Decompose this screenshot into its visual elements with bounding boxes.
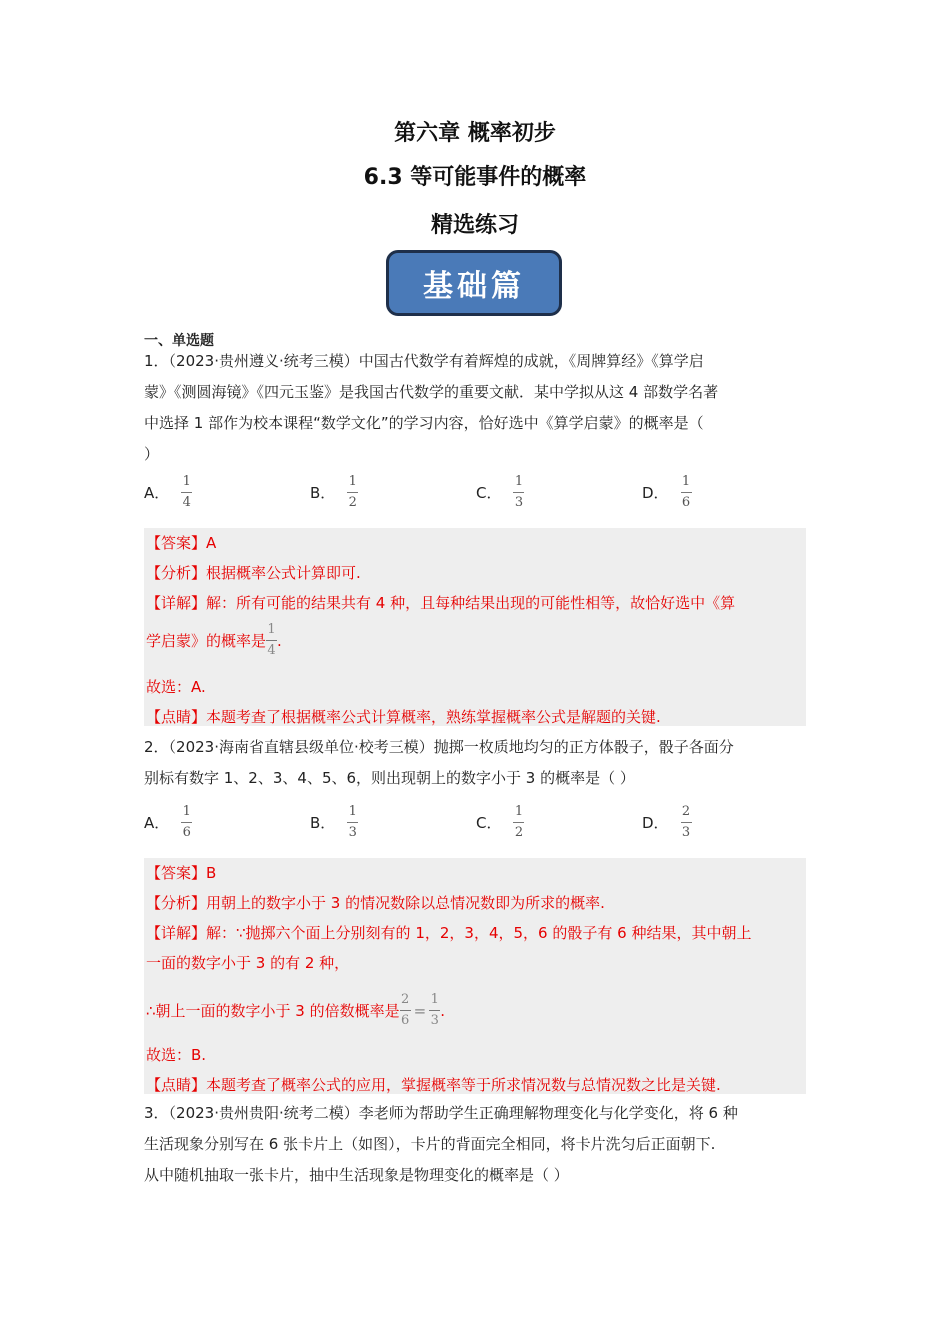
option-label: A． <box>144 814 170 832</box>
option-d[interactable] <box>642 474 692 511</box>
numerator: 1 <box>348 474 357 489</box>
detail-line-3 <box>146 992 445 1029</box>
numerator: 1 <box>267 622 276 637</box>
question-2 <box>144 732 806 794</box>
option-b[interactable] <box>310 804 358 841</box>
question-1-line-1 <box>144 346 806 377</box>
question-type-heading: 一、单选题 <box>144 333 214 349</box>
detail-line-1 <box>146 592 735 613</box>
denominator: 3 <box>514 495 524 510</box>
fraction <box>347 474 358 511</box>
detail-line-2 <box>146 622 282 659</box>
question-text: （2023·贵州贵阳·统考二模）李老师为帮助学生正确理解物理变化与化学变化，将 6 种 <box>168 1104 738 1122</box>
option-label: D． <box>642 484 669 502</box>
fraction <box>400 992 411 1029</box>
question-text: （2023·贵州遵义·统考三模）中国古代数学有着辉煌的成就，《周牌算经》《算学启 <box>168 352 704 370</box>
fraction <box>513 474 524 511</box>
denominator: 3 <box>348 825 357 840</box>
fraction <box>347 804 358 841</box>
detail-line-1 <box>146 922 751 943</box>
option-a[interactable] <box>144 804 192 841</box>
question-3-line-2: 生活现象分别写在 6 张卡片上（如图），卡片的背面完全相同，将卡片洗匀后正面朝下. <box>144 1135 716 1153</box>
question-text: （2023·海南省直辖县级单位·校考三模）抛掷一枚质地均匀的正方体骰子，骰子各面分 <box>168 738 734 756</box>
question-2-line-2: 别标有数字 1、2、3、4、5、6，则出现朝上的数字小于 3 的概率是（ ） <box>144 769 635 787</box>
denominator: 6 <box>681 495 691 510</box>
answer-tag: 【答案】 <box>146 864 207 882</box>
detail-text: 解：∵抛掷六个面上分别刻有的 1，2，3，4，5，6 的骰子有 6 种结果，其中朝上 <box>206 924 752 942</box>
comment-text: 本题考查了概率公式的应用，掌握概率等于所求情况数与总情况数之比是关键. <box>206 1076 721 1094</box>
fraction <box>681 804 692 841</box>
fraction <box>181 804 192 841</box>
choice-line: 故选：A. <box>146 678 206 696</box>
denominator: 6 <box>400 1013 410 1028</box>
numerator: 2 <box>400 992 410 1007</box>
section-title: 6.3 等可能事件的概率 <box>363 165 587 190</box>
question-1 <box>144 346 806 470</box>
comment-line <box>146 706 661 727</box>
option-label: D． <box>642 814 669 832</box>
detail-end: . <box>440 1001 445 1020</box>
comment-line <box>146 1074 721 1095</box>
question-number: 3． <box>144 1104 169 1122</box>
question-3-line-1 <box>144 1098 806 1129</box>
denominator: 2 <box>514 825 524 840</box>
fraction <box>181 474 192 511</box>
option-label: B． <box>310 484 336 502</box>
option-label: B． <box>310 814 336 832</box>
denominator: 3 <box>681 825 691 840</box>
answer-text: B <box>206 864 217 882</box>
detail-end: . <box>277 631 282 650</box>
choice-line: 故选：B. <box>146 1046 207 1064</box>
option-label: C． <box>476 484 502 502</box>
comment-tag: 【点睛】 <box>146 1076 207 1094</box>
question-1-line-2: 蒙》《测圆海镜》《四元玉鉴》是我国古代数学的重要文献．某中学拟从这 4 部数学名著 <box>144 383 719 401</box>
question-number: 2． <box>144 738 169 756</box>
denominator: 4 <box>182 495 191 510</box>
fraction <box>681 474 692 511</box>
analysis-line <box>146 892 605 913</box>
numerator: 1 <box>681 474 691 489</box>
detail-tag: 【详解】 <box>146 594 207 612</box>
numerator: 1 <box>514 804 524 819</box>
answer-line <box>146 532 216 553</box>
answer-tag: 【答案】 <box>146 534 207 552</box>
option-d[interactable] <box>642 804 692 841</box>
question-2-line-1 <box>144 732 806 763</box>
numerator: 1 <box>182 804 191 819</box>
comment-text: 本题考查了根据概率公式计算概率，熟练掌握概率公式是解题的关键. <box>206 708 661 726</box>
analysis-tag: 【分析】 <box>146 894 207 912</box>
option-label: A． <box>144 484 170 502</box>
option-b[interactable] <box>310 474 358 511</box>
subtitle: 精选练习 <box>430 213 519 238</box>
numerator: 1 <box>348 804 357 819</box>
option-label: C． <box>476 814 502 832</box>
analysis-tag: 【分析】 <box>146 564 207 582</box>
numerator: 1 <box>430 992 439 1007</box>
analysis-text: 用朝上的数字小于 3 的情况数除以总情况数即为所求的概率. <box>206 894 605 912</box>
answer-box-2 <box>144 858 806 1094</box>
detail-line-2: 一面的数字小于 3 的有 2 种， <box>146 954 350 972</box>
answer-line <box>146 862 216 883</box>
denominator: 6 <box>182 825 191 840</box>
question-number: 1． <box>144 352 169 370</box>
option-c[interactable] <box>476 804 524 841</box>
answer-text: A <box>206 534 217 552</box>
denominator: 4 <box>267 643 276 658</box>
comment-tag: 【点睛】 <box>146 708 207 726</box>
fraction <box>513 804 524 841</box>
detail-text: ∴朝上一面的数字小于 3 的倍数概率是 <box>146 1002 400 1020</box>
fraction <box>266 622 277 659</box>
analysis-line <box>146 562 361 583</box>
question-3 <box>144 1098 806 1191</box>
question-1-line-3: 中选择 1 部作为校本课程“数学文化”的学习内容，恰好选中《算学启蒙》的概率是（ <box>144 414 704 432</box>
detail-text: 学启蒙》的概率是 <box>146 632 267 650</box>
numerator: 1 <box>514 474 524 489</box>
option-a[interactable] <box>144 474 192 511</box>
level-banner: 基础篇 <box>386 250 562 316</box>
option-c[interactable] <box>476 474 524 511</box>
numerator: 1 <box>182 474 191 489</box>
numerator: 2 <box>681 804 691 819</box>
question-1-line-4: ） <box>144 445 160 463</box>
chapter-title: 第六章 概率初步 <box>394 121 556 146</box>
fraction <box>429 992 440 1029</box>
detail-tag: 【详解】 <box>146 924 207 942</box>
answer-box-1 <box>144 528 806 726</box>
analysis-text: 根据概率公式计算即可. <box>206 564 361 582</box>
equals-sign: = <box>413 1001 427 1020</box>
detail-text: 解：所有可能的结果共有 4 种，且每种结果出现的可能性相等，故恰好选中《算 <box>206 594 736 612</box>
denominator: 2 <box>348 495 357 510</box>
denominator: 3 <box>430 1013 439 1028</box>
question-3-line-3: 从中随机抽取一张卡片，抽中生活现象是物理变化的概率是（ ） <box>144 1166 569 1184</box>
